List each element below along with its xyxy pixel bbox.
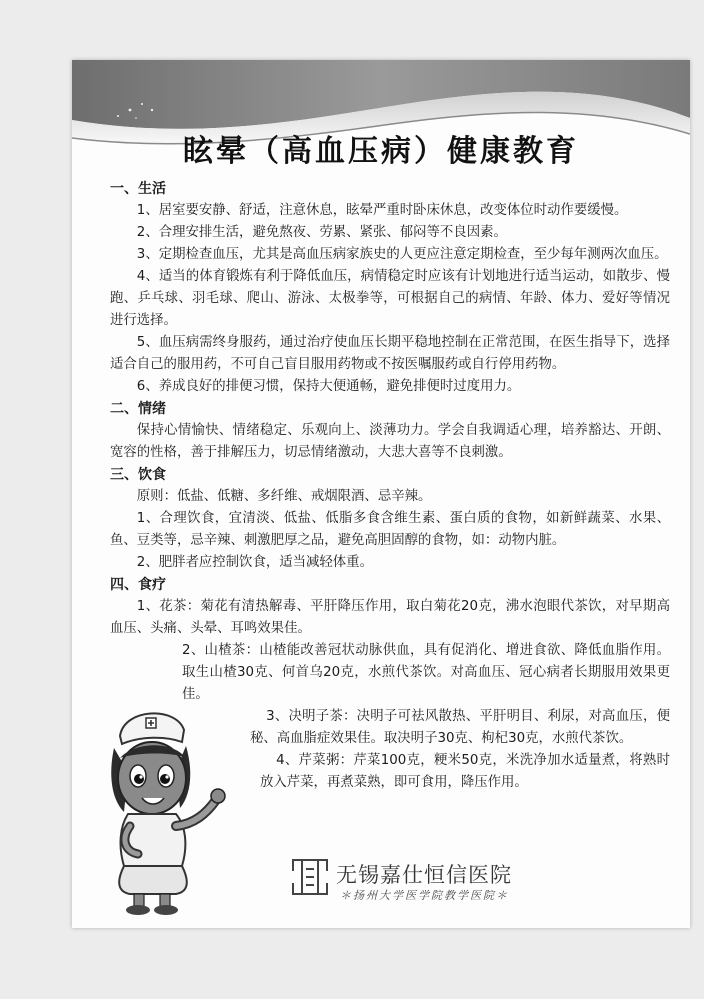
paragraph: 3、定期检查血压，尤其是高血压病家族史的人更应注意定期检查，至少每年测两次血压。 <box>136 247 668 262</box>
paragraph: 保持心情愉快、情绪稳定、乐观向上、淡薄功力。学会自我调适心理，培养豁达、开朗、宽容的性格，善于排解压力，切忌情绪激动，大悲大喜等不良刺激。 <box>110 423 670 460</box>
hospital-name: 无锡嘉仕恒信医院 <box>336 863 512 887</box>
paragraph: 1、居室要安静、舒适，注意休息，眩晕严重时卧床休息，改变体位时动作要缓慢。 <box>136 203 628 218</box>
page-title: 眩晕（高血压病）健康教育 <box>183 134 579 169</box>
paragraph: 4、适当的体育锻炼有利于降低血压，病情稳定时应该有计划地进行适当运动，如散步、慢跑、乒乓球、羽毛球、爬山、游泳、太极拳等，可根据自己的病情、年龄、体力、爱好等情况进行选择。 <box>110 269 670 328</box>
hospital-logo-icon <box>290 857 330 897</box>
health-education-sheet <box>72 60 690 928</box>
hospital-logo <box>290 855 570 911</box>
paragraph: 2、山楂茶：山楂能改善冠状动脉供血，具有促消化、增进食欲、降低血脂作用。取生山楂30克、何首乌20克，水煎代茶饮。对高血压、冠心病者长期服用效果更佳。 <box>182 643 670 702</box>
nurse-cartoon-icon <box>90 696 230 916</box>
header-banner <box>72 60 690 190</box>
paragraph: 原则：低盐、低糖、多纤维、戒烟限酒、忌辛辣。 <box>136 489 432 504</box>
paragraph: 1、合理饮食，宜清淡、低盐、低脂多食含维生素、蛋白质的食物，如新鲜蔬菜、水果、鱼、豆类等，忌辛辣、刺激肥厚之品，避免高胆固醇的食物，如：动物内脏。 <box>110 511 670 548</box>
section-heading: 二、情绪 <box>110 401 166 417</box>
paragraph: 4、芹菜粥：芹菜100克，粳米50克，米洗净加水适量煮，将熟时放入芹菜，再煮菜熟，即可食用，降压作用。 <box>260 753 670 790</box>
paragraph: 3、决明子茶：决明子可祛风散热、平肝明目、利尿，对高血压，便秘、高血脂症效果佳。取决明子30克、枸杞30克，水煎代茶饮。 <box>250 709 670 746</box>
paragraph: 1、花茶：菊花有清热解毒、平肝降压作用，取白菊花20克，沸水泡眼代茶饮，对早期高血压、头痛、头晕、耳鸣效果佳。 <box>110 599 670 636</box>
hospital-subtitle: ＊扬州大学医学院教学医院＊ <box>340 889 509 902</box>
paragraph: 6、养成良好的排便习惯，保持大便通畅，避免排便时过度用力。 <box>136 379 521 394</box>
section-heading: 一、生活 <box>110 181 166 197</box>
paragraph: 2、合理安排生活，避免熬夜、劳累、紧张、郁闷等不良因素。 <box>136 225 507 240</box>
section-heading: 三、饮食 <box>110 467 166 483</box>
section-heading: 四、食疗 <box>110 577 166 593</box>
paragraph: 5、血压病需终身服药，通过治疗使血压长期平稳地控制在正常范围，在医生指导下，选择适合自己的服用药，不可自己盲目服用药物或不按医嘱服药或自行停用药物。 <box>110 335 670 372</box>
paragraph: 2、肥胖者应控制饮食，适当减轻体重。 <box>136 555 373 570</box>
